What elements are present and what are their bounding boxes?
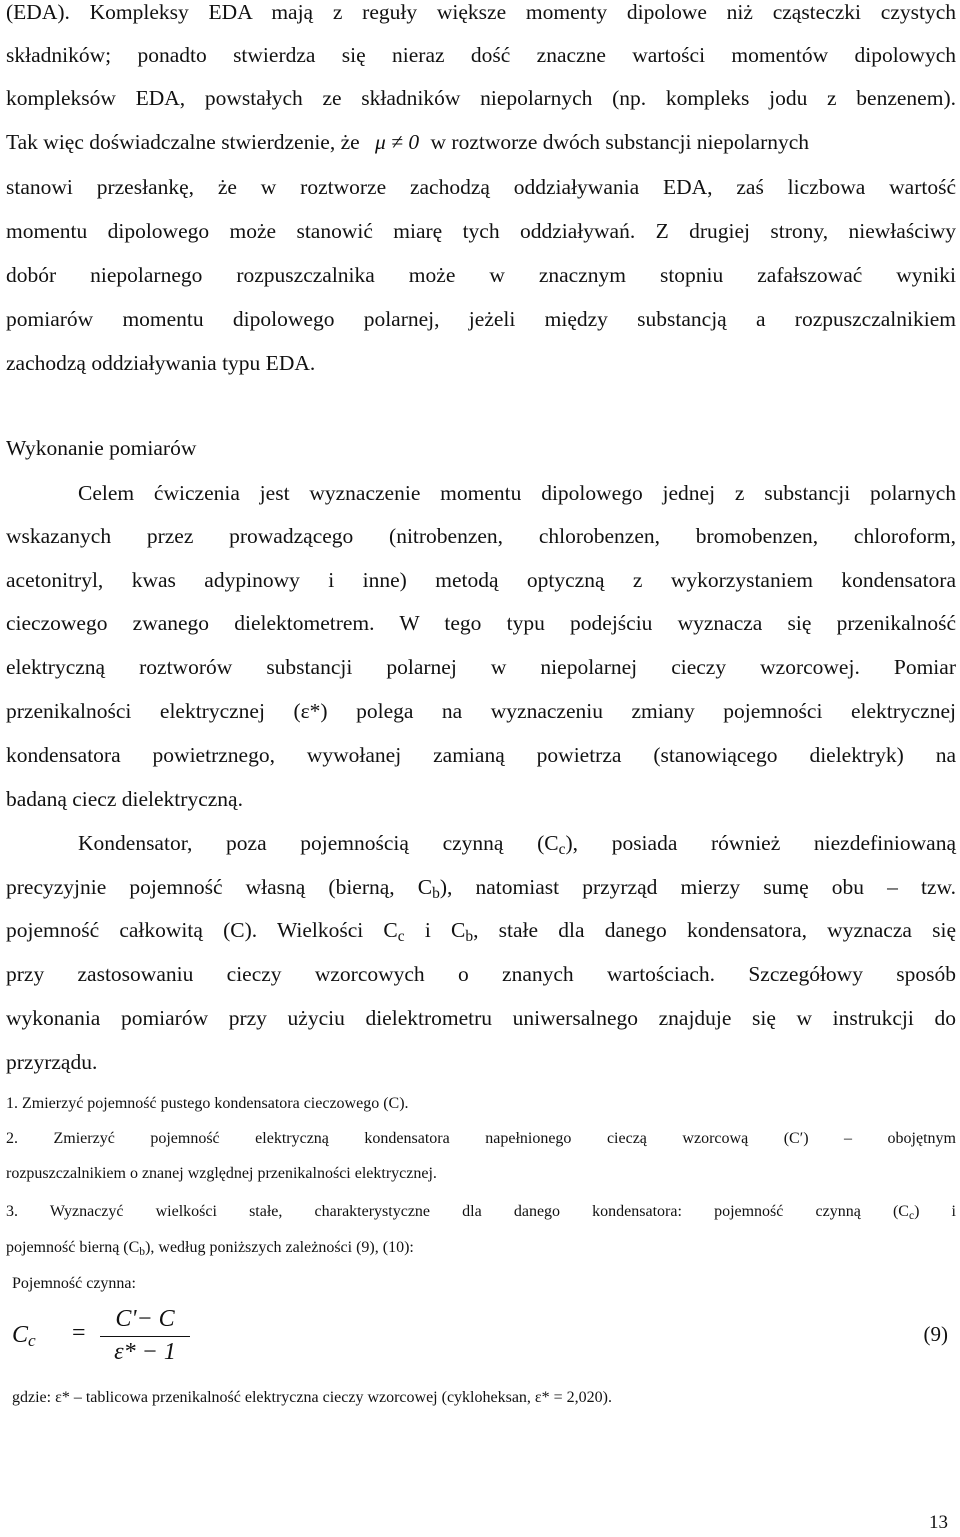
formula-label: Pojemność czynna:	[12, 1275, 136, 1292]
subscript: b	[465, 927, 474, 945]
step-3	[6, 1204, 956, 1220]
text-line: Celem ćwiczenia jest wyznaczenie momentu dipolowego jednej z substancji polarnych	[78, 481, 956, 505]
text-line	[6, 918, 956, 945]
text-segment: w roztworze dwóch substancji niepolarnych	[430, 130, 810, 154]
section-heading: Wykonanie pomiarów	[6, 436, 197, 460]
text-line	[6, 875, 956, 902]
text-line: badaną ciecz dielektryczną.	[6, 787, 243, 811]
subscript: c	[28, 1331, 36, 1351]
formula-lhs	[12, 1322, 36, 1349]
text-segment: precyzyjnie pojemność własną (bierną, C	[6, 875, 433, 899]
text-line: dobór niepolarnego rozpuszczalnika może w znacznym stopniu zafałszować wyniki	[6, 263, 956, 287]
text-line: składników; ponadto stwierdza się nieraz dość znaczne wartości momentów dipolowych	[6, 43, 956, 67]
text-line: (EDA). Kompleksy EDA mają z reguły większe momenty dipolowe niż cząsteczki czystych	[6, 0, 956, 24]
subscript: c	[908, 1209, 915, 1222]
subscript: b	[139, 1245, 146, 1258]
text-segment: ), natomiast przyrząd mierzy sumę obu – tzw.	[439, 875, 956, 899]
equation-number: (9)	[923, 1322, 948, 1346]
fraction-bar	[100, 1336, 190, 1337]
text-segment: ) i	[914, 1203, 957, 1220]
text-line-mu	[6, 132, 809, 154]
text-line: kondensatora powietrznego, wywołanej zamianą powietrza (stanowiącego dielektryk) na	[6, 743, 956, 767]
text-line: zachodzą oddziaływania typu EDA.	[6, 351, 316, 375]
subscript: c	[397, 927, 405, 945]
step-3-cont	[6, 1240, 414, 1256]
page-number: 13	[929, 1512, 948, 1533]
text-line: cieczowego zwanego dielektometrem. W tego typu podejściu wyznacza się przenikalność	[6, 611, 956, 635]
text-line: przenikalności elektrycznej (ε*) polega na wyznaczeniu zmiany pojemności elektrycznej	[6, 699, 956, 723]
formula-equals: =	[72, 1320, 86, 1346]
text-line: acetonitryl, kwas adypinowy i inne) metodą optyczną z wykorzystaniem kondensatora	[6, 568, 956, 592]
formula-denominator: ε* − 1	[114, 1339, 176, 1365]
text-line	[78, 831, 956, 858]
text-segment: 3. Wyznaczyć wielkości stałe, charakterystyczne dla danego kondensatora: pojemność czynną (C	[6, 1203, 909, 1220]
formula-fraction	[66, 1306, 186, 1366]
text-line: stanowi przesłankę, że w roztworze zachodzą oddziaływania EDA, zaś liczbowa wartość	[6, 175, 956, 199]
text-line: wykonania pomiarów przy użyciu dielektrometru uniwersalnego znajduje się w instrukcji do	[6, 1006, 956, 1030]
formula-numerator: C'− C	[115, 1306, 175, 1332]
text-line: kompleksów EDA, powstałych ze składników niepolarnych (np. kompleks jodu z benzenem).	[6, 86, 956, 110]
text-segment: Tak więc doświadczalne stwierdzenie, że	[6, 130, 360, 154]
text-segment: ), posiada również niezdefiniowaną	[565, 831, 956, 855]
subscript: c	[558, 840, 566, 858]
text-segment: Kondensator, poza pojemnością czynną (C	[78, 831, 559, 855]
step-2: 2. Zmierzyć pojemność elektryczną kondensatora napełnionego cieczą wzorcową (C′) – obojętnym	[6, 1130, 956, 1147]
text-line: przyrządu.	[6, 1050, 98, 1074]
text-line: wskazanych przez prowadzącego (nitrobenzen, chlorobenzen, bromobenzen, chloroform,	[6, 524, 956, 548]
text-segment: pojemność całkowitą (C). Wielkości C	[6, 918, 398, 942]
subscript: b	[432, 884, 440, 902]
text-line: momentu dipolowego może stanowić miarę tych oddziaływań. Z drugiej strony, niewłaściwy	[6, 219, 956, 243]
mu-symbol: μ ≠ 0	[375, 130, 420, 154]
text-segment: ), według poniższych zależności (9), (10):	[145, 1239, 414, 1256]
formula-legend: gdzie: ε* – tablicowa przenikalność elektryczna cieczy wzorcowej (cykloheksan, ε* = 2,020).	[12, 1389, 612, 1406]
step-2-cont: rozpuszczalnikiem o znanej względnej przenikalności elektrycznej.	[6, 1165, 437, 1182]
text-line: elektryczną roztworów substancji polarnej w niepolarnej cieczy wzorcowej. Pomiar	[6, 655, 956, 679]
text-line: pomiarów momentu dipolowego polarnej, jeżeli między substancją a rozpuszczalnikiem	[6, 307, 956, 331]
text-segment: pojemność bierną (C	[6, 1239, 140, 1256]
formula-lhs-symbol: C	[12, 1322, 29, 1348]
text-line: przy zastosowaniu cieczy wzorcowych o znanych wartościach. Szczegółowy sposób	[6, 962, 956, 986]
step-1: 1. Zmierzyć pojemność pustego kondensatora cieczowego (C).	[6, 1095, 409, 1112]
text-segment: , stałe dla danego kondensatora, wyznacza się	[473, 918, 956, 942]
text-segment: i C	[404, 918, 466, 942]
